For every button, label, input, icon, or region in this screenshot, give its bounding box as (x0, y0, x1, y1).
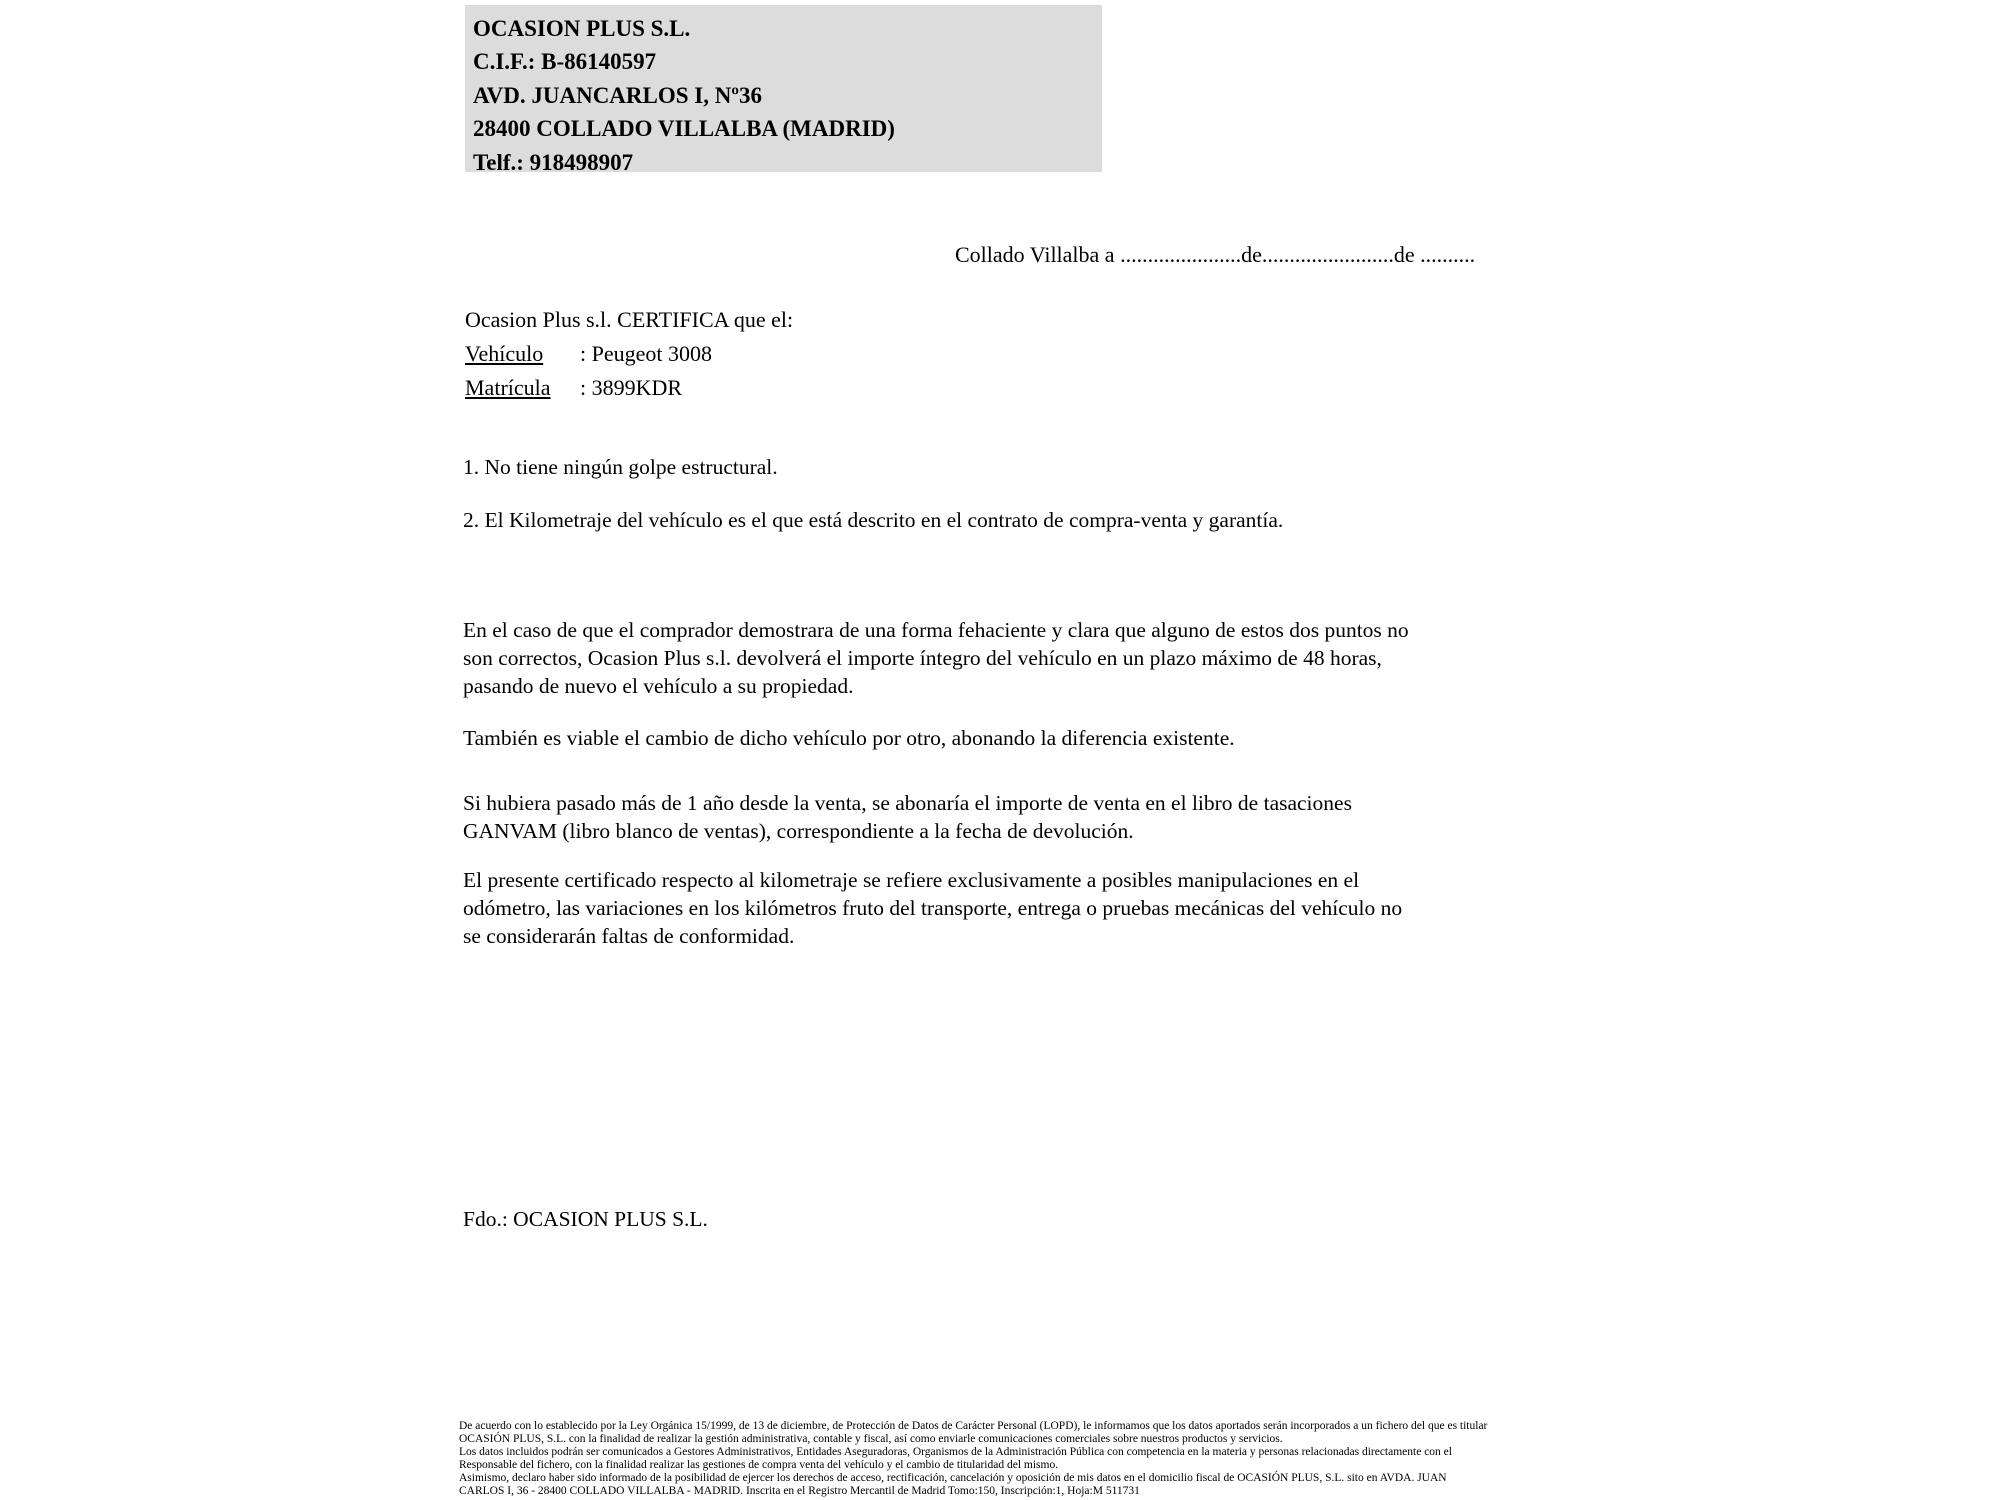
legal-line: Responsable del fichero, con la finalidad realizar las gestiones de compra venta del vehículo y el cambio de titularidad del mismo. (459, 1459, 1059, 1472)
company-city: 28400 COLLADO VILLALBA (MADRID) (473, 116, 895, 142)
paragraph-line: Si hubiera pasado más de 1 año desde la venta, se abonaría el importe de venta en el libro de tasaciones (463, 791, 1352, 815)
vehicle-row (465, 337, 793, 371)
company-cif: C.I.F.: B-86140597 (473, 49, 657, 75)
plate-row (465, 371, 793, 405)
company-address: AVD. JUANCARLOS I, Nº36 (473, 82, 762, 108)
paragraph-line: son correctos, Ocasion Plus s.l. devolverá el importe íntegro del vehículo en un plazo máximo de 48 horas, (463, 646, 1382, 670)
company-header-box (465, 5, 1102, 175)
legal-line: Los datos incluidos podrán ser comunicados a Gestores Administrativos, Entidades Aseguradoras, Organismos de la Administración Pública con competencia en la materia y personas relacionadas directamente con el (459, 1446, 1452, 1459)
plate-label: Matrícula (465, 375, 551, 400)
plate-value: : 3899KDR (580, 375, 683, 400)
paragraph-refund (463, 616, 1409, 700)
company-name: OCASION PLUS S.L. (473, 16, 691, 41)
date-line: Collado Villalba a ......................de........................de .......... (955, 242, 1476, 267)
paragraph-odometer (463, 866, 1402, 950)
legal-line: Asimismo, declaro haber sido informado de la posibilidad de ejercer los derechos de acceso, rectificación, cancelación y oposición de mis datos en el domicilio fiscal de OCASIÓN PLUS, S.L. sito en AVDA. JUAN (459, 1472, 1447, 1485)
legal-line: CARLOS I, 36 - 28400 COLLADO VILLALBA - MADRID. Inscrita en el Registro Mercantil de Madrid Tomo:150, Inscripción:1, Hoja:M 511731 (459, 1485, 1140, 1498)
vehicle-label: Vehículo (465, 341, 544, 366)
legal-line: OCASIÓN PLUS, S.L. con la finalidad de realizar la gestión administrativa, contable y fiscal, así como enviarle comunicaciones comerciales sobre nuestros productos y servicios. (459, 1433, 1283, 1446)
paragraph-line: pasando de nuevo el vehículo a su propiedad. (463, 674, 854, 698)
vehicle-value: : Peugeot 3008 (580, 341, 712, 366)
legal-line: De acuerdo con lo establecido por la Ley Orgánica 15/1999, de 13 de diciembre, de Protección de Datos de Carácter Personal (LOPD), le informamos que los datos aportados serán incorporados a un fichero del que es titular (459, 1420, 1488, 1432)
paragraph-line: GANVAM (libro blanco de ventas), correspondiente a la fecha de devolución. (463, 819, 1134, 843)
paragraph-ganvam (463, 789, 1352, 845)
signature-line: Fdo.: OCASION PLUS S.L. (463, 1207, 708, 1231)
paragraph-line: El presente certificado respecto al kilometraje se refiere exclusivamente a posibles manipulaciones en el (463, 868, 1360, 892)
paragraph-line: En el caso de que el comprador demostrara de una forma fehaciente y clara que alguno de estos dos puntos no (463, 618, 1409, 642)
certificate-intro: Ocasion Plus s.l. CERTIFICA que el: (465, 307, 794, 332)
paragraph-line: odómetro, las variaciones en los kilómetros fruto del transporte, entrega o pruebas mecánicas del vehículo no (463, 896, 1403, 920)
paragraph-exchange (463, 724, 1235, 752)
point-2: 2. El Kilometraje del vehículo es el que está descrito en el contrato de compra-venta y garantía. (463, 508, 1284, 532)
paragraph-line: También es viable el cambio de dicho vehículo por otro, abonando la diferencia existente. (463, 726, 1235, 750)
company-phone: Telf.: 918498907 (473, 149, 634, 175)
paragraph-line: se considerarán faltas de conformidad. (463, 924, 795, 948)
legal-footer (459, 1420, 1487, 1499)
certificate-block (465, 303, 793, 405)
point-1: 1. No tiene ningún golpe estructural. (463, 455, 778, 479)
